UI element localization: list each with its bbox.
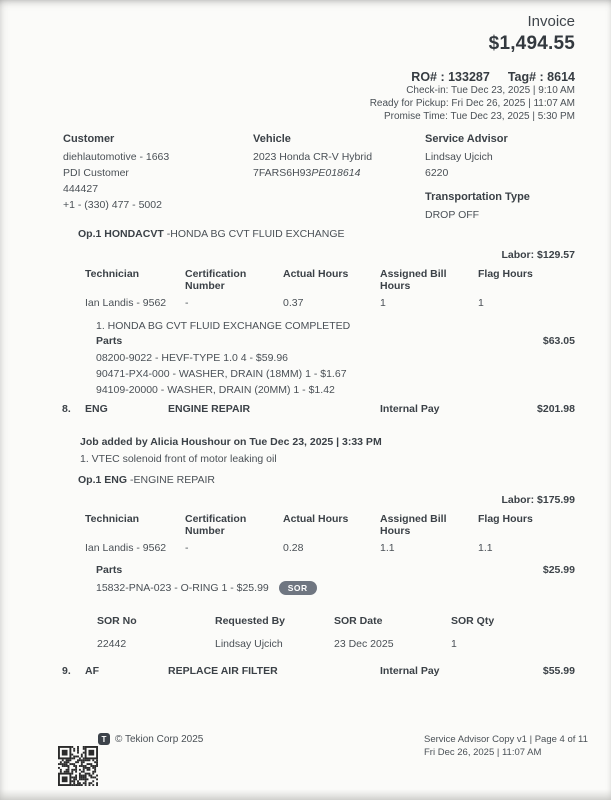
parts-total: $25.99 (542, 564, 575, 576)
print-timestamp: Fri Dec 26, 2025 | 11:07 AM (424, 747, 542, 758)
op-title-line (78, 474, 611, 486)
copyright-row (98, 733, 203, 745)
cell-sor-no: 22442 (97, 638, 127, 650)
check-in-time: Check-in: Tue Dec 23, 2025 | 9:10 AM (406, 85, 575, 96)
service-advisor-label: Service Advisor (425, 133, 508, 145)
cell-requested-by: Lindsay Ujcich (215, 638, 283, 650)
job-header-row (62, 403, 575, 415)
col-certification-number: Certification Number (185, 513, 247, 537)
customer-section (63, 133, 243, 215)
col-actual-hours: Actual Hours (283, 513, 349, 525)
footer-print-info (424, 733, 588, 759)
part-line-with-badge (96, 580, 611, 596)
part-line: 90471-PX4-000 - WASHER, DRAIN (18MM) 1 - $1.67 (96, 368, 347, 380)
cell-sor-date: 23 Dec 2025 (334, 638, 394, 650)
parts-summary-row (96, 335, 575, 347)
customer-concern-line: 1. VTEC solenoid front of motor leaking oil (80, 453, 277, 465)
op-description: -ENGINE REPAIR (130, 474, 215, 486)
cell-assigned-bill-hours: 1.1 (380, 542, 395, 554)
job-total: $55.99 (542, 665, 575, 677)
service-advisor-section (425, 133, 585, 225)
tekion-logo-icon: T (98, 733, 110, 745)
job-number: 8. (62, 403, 71, 415)
job-pay-type: Internal Pay (380, 403, 440, 415)
job-name: ENGINE REPAIR (168, 403, 251, 415)
cell-actual-hours: 0.28 (283, 542, 304, 554)
transportation-label: Transportation Type (425, 190, 530, 203)
op-code: Op.1 HONDACVT (78, 228, 164, 240)
invoice-total-amount: $1,494.55 (488, 33, 575, 54)
job-name: REPLACE AIR FILTER (168, 665, 278, 677)
job-code: AF (85, 665, 99, 677)
copy-page-info: Service Advisor Copy v1 | Page 4 of 11 (424, 734, 588, 745)
technician-table-header (85, 268, 575, 292)
op-code: Op.1 ENG (78, 474, 128, 486)
col-flag-hours: Flag Hours (478, 268, 533, 280)
job-pay-type: Internal Pay (380, 665, 440, 677)
customer-number: 444427 (63, 183, 99, 195)
cell-certification-number: - (185, 542, 189, 554)
sor-table-row (97, 638, 561, 650)
col-assigned-bill-hours: Assigned Bill Hours (380, 513, 447, 537)
op-title-line (78, 228, 611, 240)
technician-table (85, 268, 575, 309)
col-sor-qty: SOR Qty (451, 615, 495, 627)
customer-type: PDI Customer (63, 167, 129, 179)
transportation-value: DROP OFF (425, 208, 480, 221)
parts-total: $63.05 (542, 335, 575, 347)
cell-flag-hours: 1.1 (478, 542, 493, 554)
ready-for-pickup-time: Ready for Pickup: Fri Dec 26, 2025 | 11:07 AM (369, 98, 575, 109)
service-advisor-name: Lindsay Ujcich (425, 151, 493, 163)
col-flag-hours: Flag Hours (478, 513, 533, 525)
vin-prefix: 7FARS6H93 (253, 167, 312, 179)
part-line: 08200-9022 - HEVF-TYPE 1.0 4 - $59.96 (96, 352, 289, 364)
promise-time: Promise Time: Tue Dec 23, 2025 | 5:30 PM (383, 111, 575, 122)
sor-table-header (97, 615, 561, 627)
cell-technician: Ian Landis - 9562 (85, 297, 167, 309)
job-total: $201.98 (537, 403, 575, 415)
col-certification-number: Certification Number (185, 268, 247, 292)
part-line: 94109-20000 - WASHER, DRAIN (20MM) 1 - $1.42 (96, 384, 335, 396)
job-added-note: Job added by Alicia Houshour on Tue Dec 23, 2025 | 3:33 PM (80, 436, 382, 448)
parts-summary-row (96, 564, 575, 576)
tech-story-line: 1. HONDA BG CVT FLUID EXCHANGE COMPLETED (96, 320, 351, 332)
col-assigned-bill-hours: Assigned Bill Hours (380, 268, 447, 292)
cell-flag-hours: 1 (478, 297, 484, 309)
labor-amount: Labor: $129.57 (501, 249, 575, 261)
col-requested-by: Requested By (215, 615, 286, 627)
parts-label: Parts (96, 335, 123, 347)
copyright-text: © Tekion Corp 2025 (115, 733, 204, 745)
sor-badge: SOR (279, 581, 317, 595)
vin-suffix: PE018614 (311, 167, 361, 179)
cell-technician: Ian Landis - 9562 (85, 542, 167, 554)
parts-list (0, 350, 611, 398)
technician-table-row (85, 297, 575, 309)
cvt-fluid-exchange-op (0, 228, 611, 398)
col-technician: Technician (85, 268, 140, 280)
col-technician: Technician (85, 513, 140, 525)
col-sor-no: SOR No (97, 615, 137, 627)
vehicle-label: Vehicle (253, 133, 291, 145)
cell-actual-hours: 0.37 (283, 297, 304, 309)
air-filter-job (0, 665, 611, 677)
ro-tag-line (370, 70, 575, 84)
cell-sor-qty: 1 (451, 638, 457, 650)
cell-certification-number: - (185, 297, 189, 309)
customer-name: diehlautomotive - 1663 (63, 151, 170, 163)
vehicle-section (253, 133, 423, 183)
engine-repair-job (0, 403, 611, 650)
qr-code-icon (58, 746, 98, 786)
tag-number: Tag# : 8614 (507, 70, 575, 84)
vehicle-vin (253, 167, 423, 181)
op-description: -HONDA BG CVT FLUID EXCHANGE (166, 228, 345, 240)
part-line: 15832-PNA-023 - O-RING 1 - $25.99 (96, 582, 269, 594)
cell-assigned-bill-hours: 1 (380, 297, 386, 309)
labor-amount: Labor: $175.99 (501, 494, 575, 506)
vehicle-model: 2023 Honda CR-V Hybrid (253, 151, 373, 163)
customer-phone: +1 - (330) 477 - 5002 (63, 199, 162, 211)
service-advisor-number: 6220 (425, 167, 449, 179)
invoice-title: Invoice (527, 13, 575, 30)
technician-table (85, 513, 575, 554)
sor-table (97, 615, 561, 650)
job-code: ENG (85, 403, 108, 415)
technician-table-header (85, 513, 575, 537)
job-header-row (62, 665, 575, 677)
parts-label: Parts (96, 564, 123, 576)
col-sor-date: SOR Date (334, 615, 383, 627)
transportation-section (425, 191, 585, 223)
technician-table-row (85, 542, 575, 554)
job-number: 9. (62, 665, 71, 677)
invoice-header (370, 13, 575, 123)
customer-label: Customer (63, 133, 115, 145)
col-actual-hours: Actual Hours (283, 268, 349, 280)
ro-number: RO# : 133287 (411, 70, 490, 84)
